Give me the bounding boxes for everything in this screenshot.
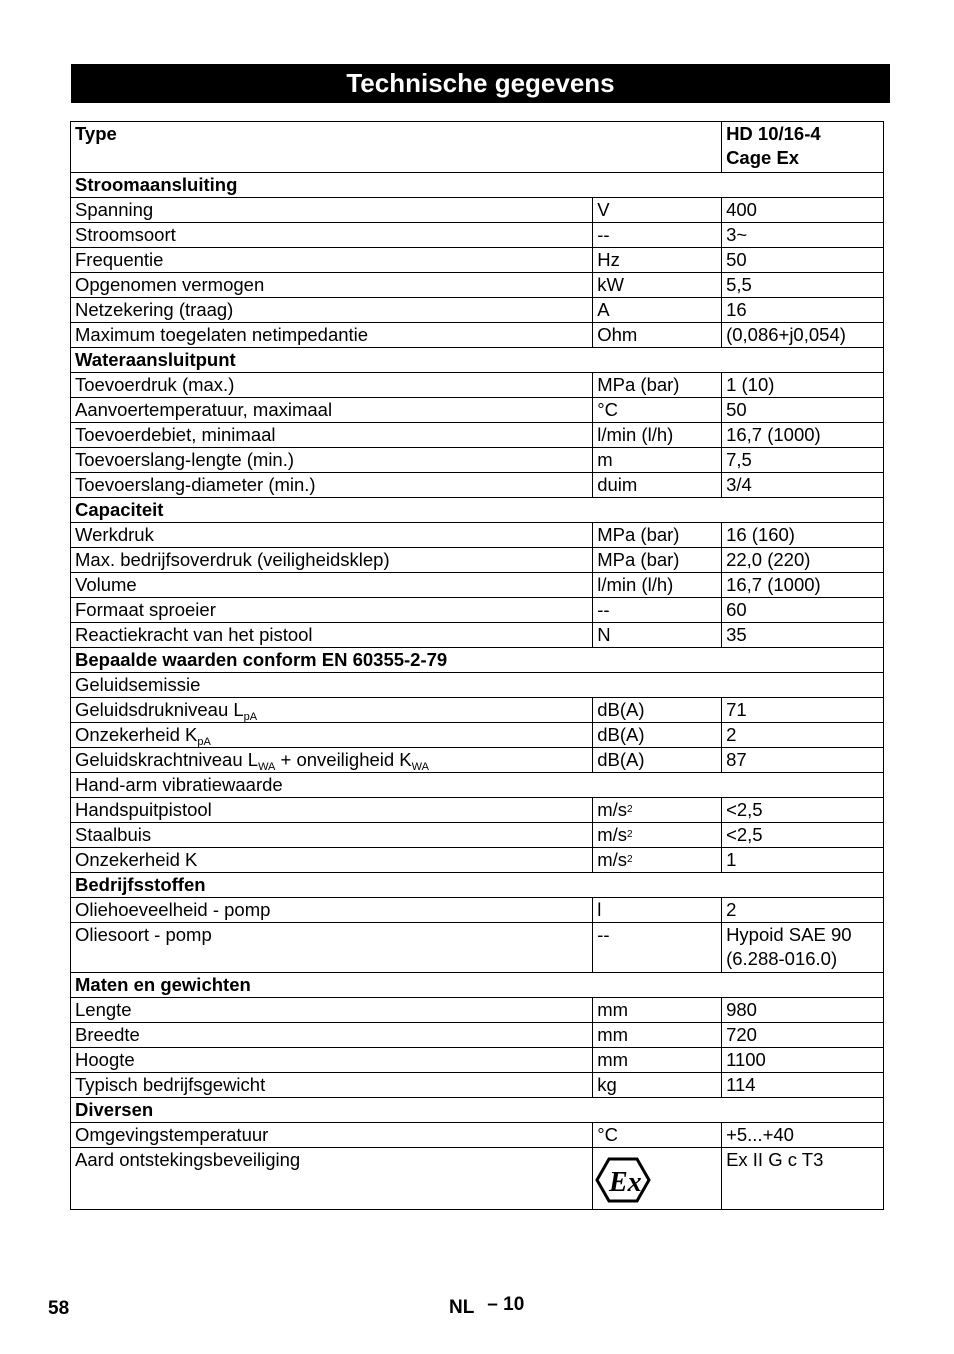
subsection-heading: Hand-arm vibratiewaarde [71,772,884,797]
table-row: Breedte mm 720 [71,1023,884,1048]
section-heading: Diversen [71,1098,884,1123]
svg-text:Ex: Ex [609,1167,642,1198]
technical-data-table [70,121,884,1210]
table-row: Handspuitpistool $m/s^2$ <2,5 [71,797,884,822]
table-row: Opgenomen vermogen kW 5,5 [71,272,884,297]
model-name: HD 10/16-4 Cage Ex [722,122,884,173]
table-row: Formaat sproeier -- 60 [71,597,884,622]
table-row: Toevoerslang-diameter (min.) duim 3/4 [71,472,884,497]
table-header-row [71,122,884,173]
table-row: Toevoerslang-lengte (min.) m 7,5 [71,447,884,472]
page-number: 58 [48,1298,70,1319]
table-row: Typisch bedrijfsgewicht kg 114 [71,1073,884,1098]
table-row: Stroomsoort -- 3~ [71,222,884,247]
table-row: Max. bedrijfsoverdruk (veiligheidsklep) MPa (bar) 22,0 (220) [71,547,884,572]
section-page-number: – 10 [487,1294,525,1315]
table-row: Frequentie Hz 50 [71,247,884,272]
table-row: Geluidsdrukniveau $L_{pA}$ dB(A) 71 [71,697,884,722]
table-row: Oliesoort - pomp -- Hypoid SAE 90 (6.288-016.0) [71,922,884,973]
table-row: Aard ontstekingsbeveiliging Ex Ex II G c T3 [71,1148,884,1210]
table-row: Onzekerheid $K_{pA}$ dB(A) 2 [71,722,884,747]
table-row: Reactiekracht van het pistool N 35 [71,622,884,647]
table-row: Aanvoertemperatuur, maximaal °C 50 [71,397,884,422]
subsection-heading: Geluidsemissie [71,672,884,697]
page-title: Technische gegevens [71,64,890,103]
table-row: Onzekerheid K $m/s^2$ 1 [71,847,884,872]
language-code: NL [449,1297,474,1318]
section-heading: Bedrijfsstoffen [71,872,884,897]
table-row: Lengte mm 980 [71,998,884,1023]
table-row: Toevoerdruk (max.) MPa (bar) 1 (10) [71,372,884,397]
ex-atex-symbol-icon [595,1156,651,1204]
table-row: Geluidskrachtniveau $L_{WA}$ + onveiligheid $K_{WA}$ dB(A) 87 [71,747,884,772]
table-row: Werkdruk MPa (bar) 16 (160) [71,522,884,547]
table-row: Netzekering (traag) A 16 [71,297,884,322]
section-heading: Stroomaansluiting [71,172,884,197]
table-row: Staalbuis $m/s^2$ <2,5 [71,822,884,847]
table-row: Oliehoeveelheid - pomp l 2 [71,897,884,922]
table-row: Omgevingstemperatuur °C +5...+40 [71,1123,884,1148]
section-heading: Bepaalde waarden conform EN 60355-2-79 [71,647,884,672]
section-heading: Maten en gewichten [71,973,884,998]
table-row: Toevoerdebiet, minimaal l/min (l/h) 16,7 (1000) [71,422,884,447]
type-label: Type [71,122,722,173]
footer-language-page [449,1294,525,1319]
table-row: Spanning V 400 [71,197,884,222]
table-row: Hoogte mm 1100 [71,1048,884,1073]
table-row: Volume l/min (l/h) 16,7 (1000) [71,572,884,597]
table-row: Maximum toegelaten netimpedantie Ohm (0,086+j0,054) [71,322,884,347]
section-heading: Capaciteit [71,497,884,522]
section-heading: Wateraansluitpunt [71,347,884,372]
